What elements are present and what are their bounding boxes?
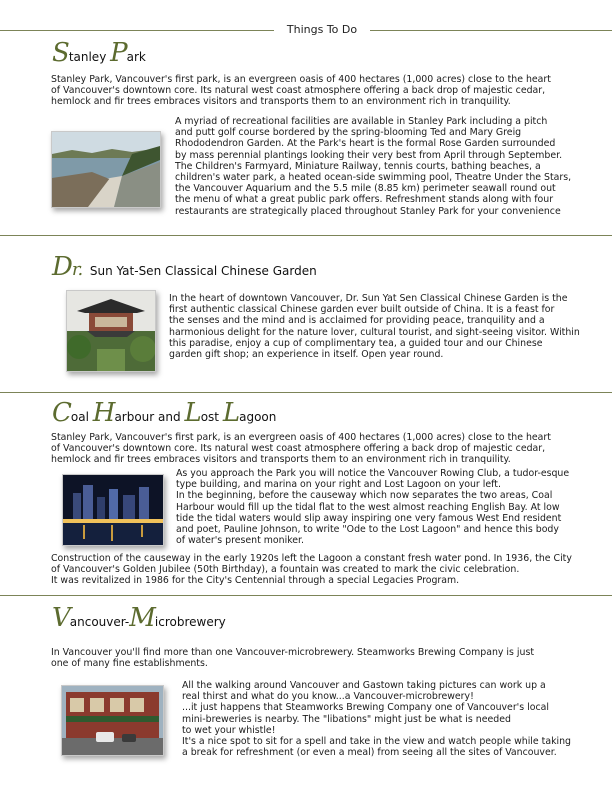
section-title-coal-harbour [52, 398, 276, 428]
sun-yat-sen-body: In the heart of downtown Vancouver, Dr. Sun Yat Sen Classical Chinese Garden is the first authentic classical Chinese garden ever built outside of China. It is a feast for the senses and the mind and is acclaimed for providing peace, tranquility and a harmonious delight for the nature lover, cultural tourist, and sight-seeing visitor. Within this paradise, enjoy a cup of complimentary tea, a guided tour and our Chinese garden gift shop; an experience in itself. Open year round. [169, 293, 580, 361]
stanley-park-body: A myriad of recreational facilities are available in Stanley Park including a pitch and putt golf course bordered by the spring-blooming Ted and Mary Greig Rhododendron Garden. At the Park's heart is the formal Rose Garden surrounded by mass perennial plantings looking their very best from April through September. The Children's Farmyard, Miniature Railway, tennis courts, bathing beaches, a children's water park, a heated ocean-side swimming pool, Theatre Under the Stars, the Vancouver Aquarium and the 5.5 mile (8.85 km) perimeter seawall round out the menu of what a great public park offers. Refreshment stands along with four restaurants are strategically placed throughout Stanley Park for your convenience [175, 116, 572, 217]
title-initial: C [52, 398, 71, 428]
title-initial: P [110, 38, 127, 68]
stanley-park-seawall-photo [51, 131, 161, 208]
title-initial-rest: r. [71, 259, 83, 280]
chinese-garden-photo [66, 290, 156, 372]
title-initial: D [52, 252, 72, 282]
section-divider [0, 235, 612, 236]
title-text: ost [200, 410, 223, 424]
coal-harbour-night-photo [62, 474, 164, 546]
title-text: tanley [68, 50, 111, 64]
title-initial: H [92, 398, 115, 428]
section-title-sun-yat-sen-garden [52, 252, 317, 282]
title-initial: L [184, 398, 201, 428]
title-text: ancouver- [69, 615, 130, 629]
section-title-stanley-park [52, 38, 146, 68]
title-text: Sun Yat-Sen Classical Chinese Garden [89, 264, 317, 278]
section-divider [0, 595, 612, 596]
title-text: oal [70, 410, 93, 424]
section-divider [0, 392, 612, 393]
page-header-title: Things To Do [274, 23, 370, 36]
coal-harbour-intro: Stanley Park, Vancouver's first park, is an evergreen oasis of 400 hectares (1,000 acres) close to the heart of Vancouver's downtown core. Its natural west coast atmosphere offering a back drop of majestic cedar, hemlock and fir trees embraces visitors and transports them to an environment rich in tranquility. [51, 432, 551, 466]
title-text: agoon [239, 410, 277, 424]
title-text: icrobrewery [154, 615, 226, 629]
title-initial: V [52, 603, 70, 633]
steamworks-brewery-photo [61, 685, 164, 756]
title-initial: S [52, 38, 69, 68]
coal-harbour-outro: Construction of the causeway in the early 1920s left the Lagoon a constant fresh water pond. In 1936, the City of Vancouver's Golden Jubilee (50th Birthday), a fountain was created to mark the civic celebration. It was revitalized in 1986 for the City's Centennial through a special Legacies Program. [51, 553, 572, 587]
section-title-microbrewery [52, 603, 226, 633]
stanley-park-intro: Stanley Park, Vancouver's first park, is an evergreen oasis of 400 hectares (1,000 acres) close to the heart of Vancouver's downtown core. Its natural west coast atmosphere offering a back drop of majestic cedar, hemlock and fir trees embraces visitors and transports them to an environment rich in tranquility. [51, 74, 551, 108]
title-text: arbour and [114, 410, 185, 424]
title-initial: M [129, 603, 155, 633]
title-text: ark [126, 50, 146, 64]
microbrewery-intro: In Vancouver you'll find more than one Vancouver-microbrewery. Steamworks Brewing Company is just one of many fine establishments. [51, 647, 535, 670]
title-initial: L [222, 398, 240, 428]
microbrewery-body: All the walking around Vancouver and Gastown taking pictures can work up a real thirst and what do you know...a Vancouver-microbrewery! ...it just happens that Steamworks Brewing Company one of Vancouver's local mini-breweries is nearby. The "libations" might just be what is needed to wet your whistle! It's a nice spot to sit for a spell and take in the view and watch people while taking a break for refreshment (or even a meal) from seeing all the sites of Vancouver. [182, 680, 572, 759]
coal-harbour-body: As you approach the Park you will notice the Vancouver Rowing Club, a tudor-esque type building, and marina on your right and Lost Lagoon on your left. In the beginning, before the causeway which now separates the two areas, Coal Harbour would fill up the tidal flat to the west almost reaching English Bay. At low tide the tidal waters would slip away inspiring one very famous West End resident and poet, Pauline Johnson, to write "Ode to the Lost Lagoon" and hence this body of water's present moniker. [176, 468, 570, 547]
